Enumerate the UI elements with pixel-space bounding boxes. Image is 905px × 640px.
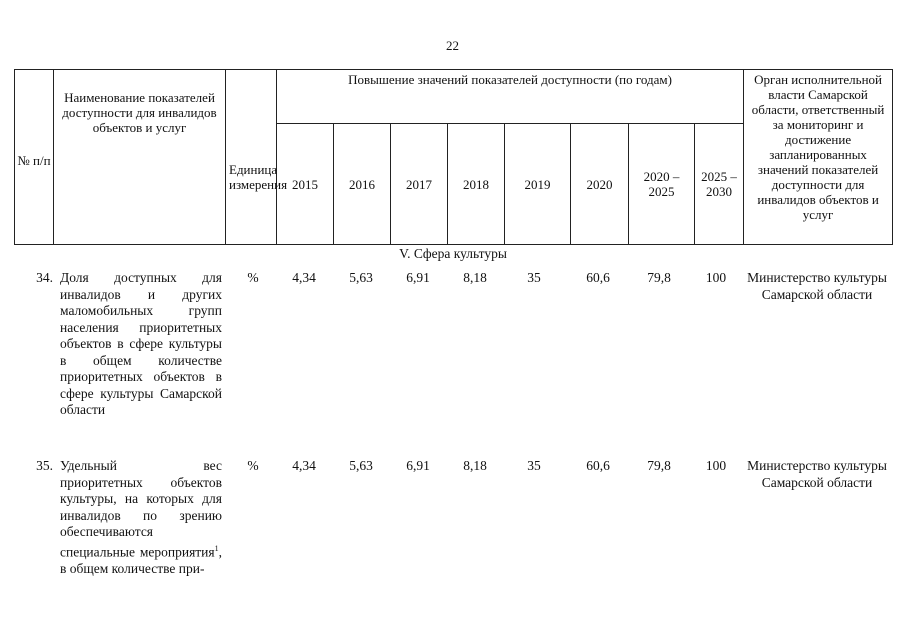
row-value: 4,34 bbox=[292, 458, 316, 473]
row-responsible-org: Министерство культуры Самарской области bbox=[747, 270, 887, 302]
row-value: 60,6 bbox=[586, 458, 610, 473]
section-title: V. Сфера культуры bbox=[399, 246, 507, 261]
row-indicator-name-tail: , в общем количестве при- bbox=[60, 544, 222, 576]
row-value: 79,8 bbox=[647, 270, 671, 285]
row-value: 8,18 bbox=[463, 458, 487, 473]
row-value: 5,63 bbox=[349, 458, 373, 473]
row-responsible-org: Министерство культуры Самарской области bbox=[747, 458, 887, 490]
row-value: 100 bbox=[705, 270, 727, 285]
row-number: 35. bbox=[36, 458, 53, 473]
indicators-table-header bbox=[14, 69, 893, 245]
header-year: 2020 – 2025 bbox=[629, 124, 695, 245]
row-value: 4,34 bbox=[292, 270, 316, 285]
header-year: 2019 bbox=[505, 124, 571, 245]
row-value: 6,91 bbox=[406, 270, 430, 285]
header-year: 2016 bbox=[334, 124, 391, 245]
header-name: Наименование показателей доступности для инвалидов объектов и услуг bbox=[54, 70, 226, 245]
row-unit: % bbox=[247, 458, 259, 473]
header-year: 2020 bbox=[571, 124, 629, 245]
row-value: 79,8 bbox=[647, 458, 671, 473]
row-value: 35 bbox=[527, 458, 541, 473]
header-number: № п/п bbox=[15, 70, 54, 245]
row-value: 8,18 bbox=[463, 270, 487, 285]
row-indicator-name bbox=[60, 458, 222, 577]
header-years-title: Повышение значений показателей доступности (по годам) bbox=[277, 70, 744, 124]
page-number: 22 bbox=[446, 38, 459, 53]
row-value: 100 bbox=[705, 458, 727, 473]
header-unit: Единица измерения bbox=[226, 70, 277, 245]
header-year: 2017 bbox=[391, 124, 448, 245]
row-indicator-name-text: Удельный вес приоритетных объектов культуры, на которых для инвалидов по зрению обеспечиваются специальные мероприятия bbox=[60, 458, 222, 559]
row-value: 60,6 bbox=[586, 270, 610, 285]
header-org: Орган исполнительной власти Самарской области, ответственный за мониторинг и достижение запланированных значений показателей доступности для инвалидов объектов и услуг bbox=[744, 70, 893, 245]
row-value: 35 bbox=[527, 270, 541, 285]
header-year: 2018 bbox=[448, 124, 505, 245]
row-indicator-name: Доля доступных для инвалидов и других маломобильных групп населения приоритетных объектов в сфере культуры в общем количестве приоритетных объектов в сфере культуры Самарской области bbox=[60, 270, 222, 417]
row-value: 6,91 bbox=[406, 458, 430, 473]
header-year: 2025 – 2030 bbox=[695, 124, 744, 245]
table-body bbox=[14, 244, 892, 576]
row-unit: % bbox=[247, 270, 259, 285]
footnote-marker: 1 bbox=[214, 543, 219, 553]
row-number: 34. bbox=[36, 270, 53, 285]
row-value: 5,63 bbox=[349, 270, 373, 285]
header-year: 2015 bbox=[277, 124, 334, 245]
